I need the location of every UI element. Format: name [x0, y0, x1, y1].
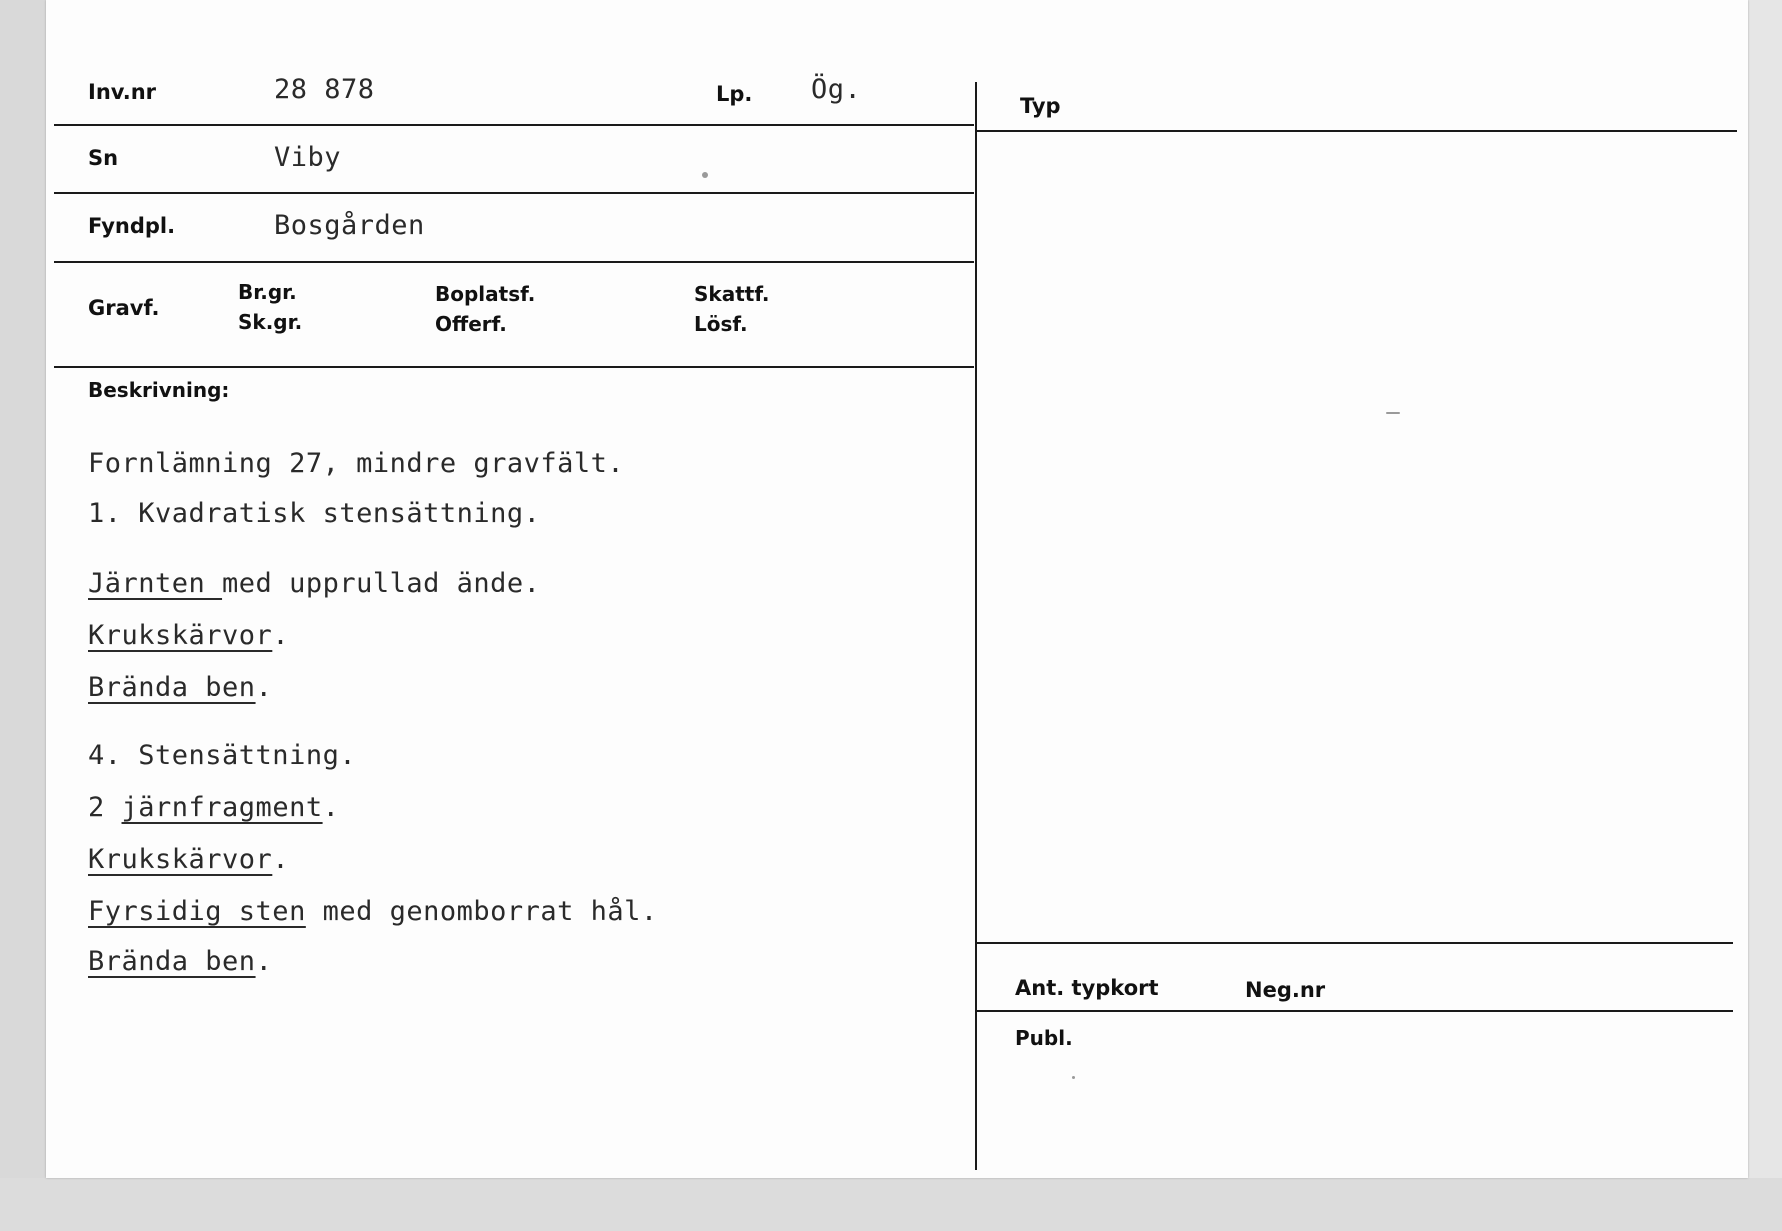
boplatsf-label: Boplatsf.: [435, 282, 536, 306]
divider-publ: [977, 1010, 1733, 1012]
losf-label: Lösf.: [694, 312, 748, 336]
column-divider: [975, 82, 977, 1170]
description-line: Järnten med upprullad ände.: [88, 568, 541, 599]
sn-value: Viby: [274, 142, 342, 173]
divider-typ: [977, 130, 1737, 132]
catalog-card: [46, 0, 1748, 1178]
lp-value: Ög.: [811, 74, 862, 105]
description-line: 1. Kvadratisk stensättning.: [88, 498, 541, 529]
description-line: Krukskärvor.: [88, 620, 290, 651]
lp-label: Lp.: [716, 82, 753, 106]
scan-speck: [1072, 1076, 1075, 1079]
scan-background-bottom: [0, 1178, 1782, 1231]
beskrivning-label: Beskrivning:: [88, 378, 230, 402]
description-line: 2 järnfragment.: [88, 792, 340, 823]
scan-speck: [702, 172, 708, 178]
sn-label: Sn: [88, 146, 119, 170]
description-line: 4. Stensättning.: [88, 740, 357, 771]
description-line: Fyrsidig sten med genomborrat hål.: [88, 896, 658, 927]
divider-fyndpl: [54, 261, 974, 263]
description-line: Krukskärvor.: [88, 844, 290, 875]
typ-label: Typ: [1020, 94, 1061, 118]
divider-bottom-section: [977, 942, 1733, 944]
description-line: Brända ben.: [88, 672, 273, 703]
scan-speck: [1386, 412, 1400, 414]
divider-inv: [54, 124, 974, 126]
inv-nr-value: 28 878: [274, 74, 375, 105]
description-line: Brända ben.: [88, 946, 273, 977]
brgr-label: Br.gr.: [238, 280, 297, 304]
gravf-label: Gravf.: [88, 296, 160, 320]
skgr-label: Sk.gr.: [238, 310, 303, 334]
fyndpl-value: Bosgården: [274, 210, 425, 241]
divider-sn: [54, 192, 974, 194]
skattf-label: Skattf.: [694, 282, 770, 306]
negnr-label: Neg.nr: [1245, 978, 1326, 1002]
fyndpl-label: Fyndpl.: [88, 214, 176, 238]
offerf-label: Offerf.: [435, 312, 507, 336]
scan-background-right: [1748, 0, 1782, 1231]
description-line: Fornlämning 27, mindre gravfält.: [88, 448, 625, 479]
publ-label: Publ.: [1015, 1026, 1073, 1050]
divider-gravf: [54, 366, 974, 368]
inv-nr-label: Inv.nr: [88, 80, 157, 104]
ant-typkort-label: Ant. typkort: [1015, 976, 1159, 1000]
